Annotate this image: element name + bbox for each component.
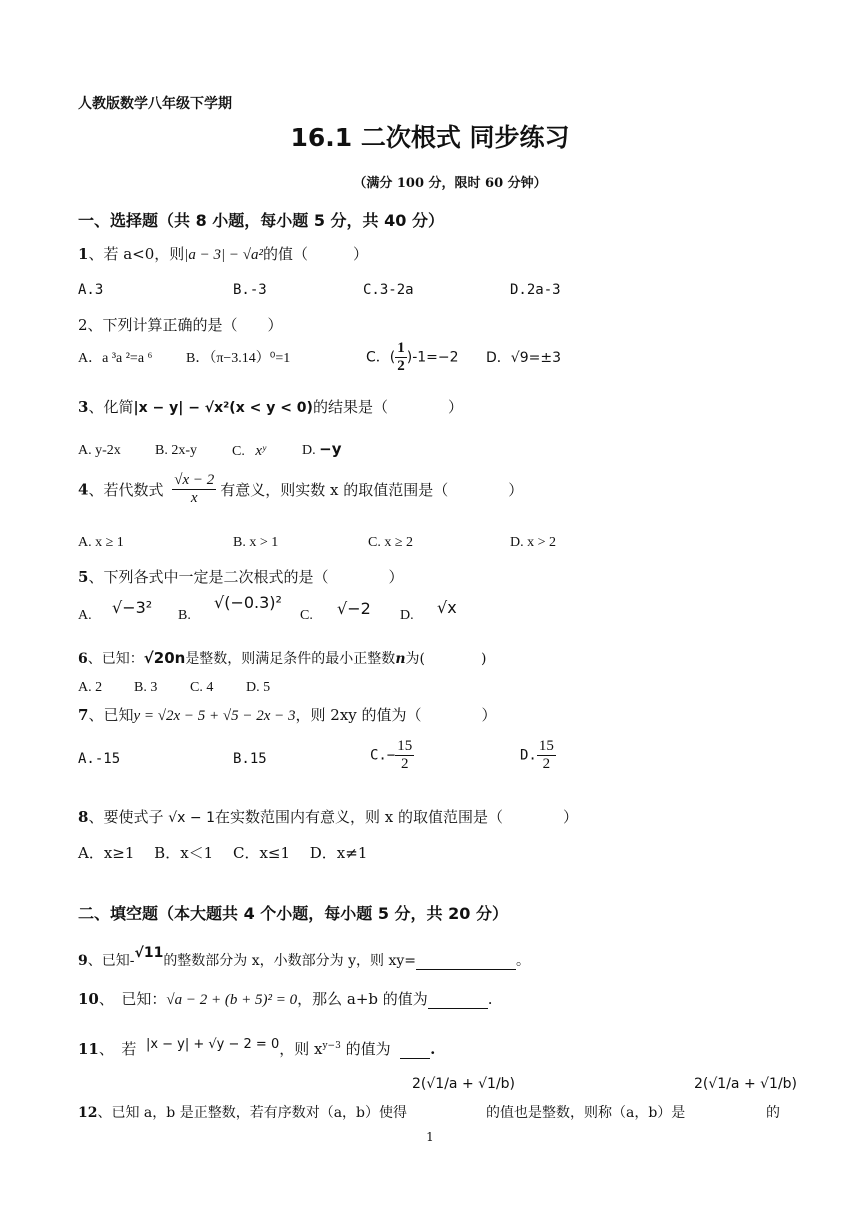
option-b: B.-3: [233, 282, 267, 298]
option-c-prefix: C．(: [366, 349, 396, 366]
option-c: C. x ≥ 2: [368, 535, 414, 550]
option-d: [520, 738, 556, 773]
question-text: 是整数，则满足条件的最小正整数: [185, 651, 396, 667]
question-9: [78, 945, 531, 970]
fraction-denominator: 2: [401, 756, 409, 772]
option-c: C. 4: [190, 680, 214, 695]
option-c: C.: [300, 608, 313, 623]
fraction: [395, 738, 414, 773]
option-c-suffix: )-1=−2: [406, 349, 459, 366]
fraction-numerator: √x − 2: [174, 472, 215, 488]
question-5: [78, 566, 403, 587]
option-c: [366, 340, 459, 375]
question-text: 的值为: [345, 1040, 391, 1058]
math-expression: |a − 3| − √a²: [184, 247, 263, 263]
math-expression: √x − 1: [168, 810, 215, 826]
answer-blank[interactable]: [400, 1040, 430, 1059]
math-expression: y = √2x − 5 + √5 − 2x − 3: [133, 708, 296, 724]
question-number: 7: [78, 706, 89, 724]
superscript: y−3: [322, 1041, 341, 1051]
question-text: 、下列各式中一定是二次根式的是（ ）: [88, 568, 404, 586]
question-number: 10: [78, 990, 99, 1008]
fraction-denominator: 2: [397, 358, 405, 374]
question-text: .: [487, 990, 493, 1008]
math-expression: |x − y| + √y − 2 = 0: [145, 1037, 280, 1052]
math-expression: 2(√1/a + √1/b): [694, 1076, 798, 1092]
option-a: A. 2: [78, 680, 103, 695]
option-b: B．（π−3.14）⁰=1: [186, 351, 291, 366]
question-text: 、已知: [88, 706, 134, 724]
page-title: 16.1 二次根式 同步练习: [290, 123, 570, 152]
option-b: B. 3: [134, 680, 158, 695]
option-c: [232, 443, 266, 460]
option-label: C.: [232, 444, 245, 459]
option-a: A. y-2x: [78, 443, 121, 458]
option-d: D. 5: [246, 680, 271, 695]
question-text: 、已知 a，b 是正整数，若有序数对（a，b）使得: [97, 1105, 408, 1121]
question-text: 为( ): [405, 651, 487, 667]
question-text: ，则 2xy 的值为（ ）: [295, 706, 497, 724]
option-a: A.-15: [78, 751, 121, 767]
fraction-numerator: 15: [538, 738, 554, 754]
question-3: [78, 396, 463, 417]
question-number: 1: [78, 245, 89, 263]
question-number: 3: [78, 398, 89, 416]
question-text: 、已知：: [87, 651, 144, 667]
fraction-numerator: 15: [397, 738, 413, 754]
question-number: 4: [78, 480, 89, 499]
option-b: B.15: [233, 751, 267, 767]
section-heading-fill: 二、填空题（本大题共 4 个小题，每小题 5 分，共 20 分）: [78, 904, 508, 923]
question-text: 、要使式子: [88, 808, 164, 826]
question-number: 6: [78, 651, 88, 667]
math-expression: |x − y| − √x²(x < y < 0): [133, 400, 313, 416]
answer-blank[interactable]: [416, 953, 516, 970]
math-expression: 2(√1/a + √1/b): [412, 1076, 516, 1092]
question-text: 有意义，则实数 x 的取值范围是（ ）: [220, 481, 524, 499]
question-6: [78, 648, 486, 668]
question-text: ，那么 a+b 的值为: [297, 990, 428, 1008]
option-d: D.2a-3: [510, 282, 561, 298]
question-text: 的值（ ）: [263, 245, 369, 263]
math-expression: √11: [134, 945, 164, 961]
question-number: 5: [78, 568, 89, 586]
fraction-denominator: x: [190, 490, 198, 506]
page-subtitle: （满分 100 分，限时 60 分钟）: [353, 176, 547, 191]
math-variable: n: [395, 651, 406, 667]
fraction: [395, 340, 407, 375]
question-text: .: [430, 1040, 436, 1058]
question-12-end: 的: [766, 1105, 780, 1121]
question-2: 2、下列计算正确的是（ ）: [78, 316, 283, 334]
option-d: [302, 440, 341, 459]
fraction: [172, 472, 216, 507]
question-text: ，则 x: [279, 1040, 323, 1058]
question-text: 。: [516, 953, 531, 969]
question-4: [78, 472, 523, 507]
question-text: 、 已知：: [98, 990, 167, 1008]
question-10: [78, 988, 493, 1009]
fraction: [537, 738, 556, 773]
option-b: B.: [178, 608, 191, 623]
math-expression: −y: [319, 440, 342, 458]
math-expression: √−3²: [112, 598, 153, 617]
question-text: 的结果是（ ）: [312, 398, 463, 416]
option-c: C.3-2a: [363, 282, 414, 298]
answer-blank[interactable]: [428, 990, 488, 1009]
question-1: [78, 243, 368, 264]
option-a: A.3: [78, 282, 104, 298]
question-number: 9: [78, 953, 88, 969]
question-number: 8: [78, 808, 89, 826]
option-a: A. x ≥ 1: [78, 535, 124, 550]
course-label: 人教版数学八年级下学期: [78, 96, 232, 112]
option-label: C.−: [370, 747, 396, 764]
option-b: B. x > 1: [233, 535, 279, 550]
question-12: [78, 1102, 407, 1122]
question-text: 在实数范围内有意义，则 x 的取值范围是（ ）: [214, 808, 578, 826]
question-11: [78, 1038, 435, 1059]
math-expression: √−2: [337, 599, 371, 618]
question-12-cont: [486, 1102, 685, 1122]
question-text: 、若 a<0，则: [88, 245, 185, 263]
question-text: 的整数部分为 x，小数部分为 y，则 xy=: [163, 953, 417, 969]
math-expression: √(−0.3)²: [214, 593, 282, 612]
question-text: 、 若: [98, 1040, 137, 1058]
section-heading-choice: 一、选择题（共 8 小题，每小题 5 分，共 40 分）: [78, 211, 444, 230]
fraction-denominator: 2: [542, 756, 551, 772]
question-number: 12: [78, 1105, 98, 1121]
option-d: D．√9=±3: [486, 350, 561, 366]
question-7: [78, 704, 497, 725]
question-8-options: A．x≥1 B．x＜1 C．x≤1 D．x≠1: [78, 844, 368, 862]
math-expression: √x: [437, 598, 457, 617]
question-text: 、已知-: [87, 953, 135, 969]
fraction-numerator: 1: [397, 340, 405, 356]
page-number: 1: [426, 1130, 434, 1144]
option-d: D. x > 2: [510, 535, 557, 550]
option-a: A．a ³a ²=a ⁶: [78, 351, 153, 366]
question-text: 、若代数式: [88, 481, 164, 499]
option-c: [370, 738, 414, 773]
option-label: D.: [520, 747, 537, 764]
question-number: 11: [78, 1040, 99, 1058]
question-text: 、化简: [88, 398, 134, 416]
question-8: [78, 806, 578, 827]
math-expression: xʸ: [255, 443, 266, 459]
option-d: D.: [400, 608, 414, 623]
option-label: D.: [302, 443, 316, 458]
option-a: A.: [78, 608, 92, 623]
option-b: B. 2x-y: [155, 443, 197, 458]
math-expression: √a − 2 + (b + 5)² = 0: [166, 992, 298, 1008]
question-text: 的值也是整数，则称（a，b）是: [486, 1105, 686, 1121]
math-expression: √20n: [143, 649, 186, 667]
